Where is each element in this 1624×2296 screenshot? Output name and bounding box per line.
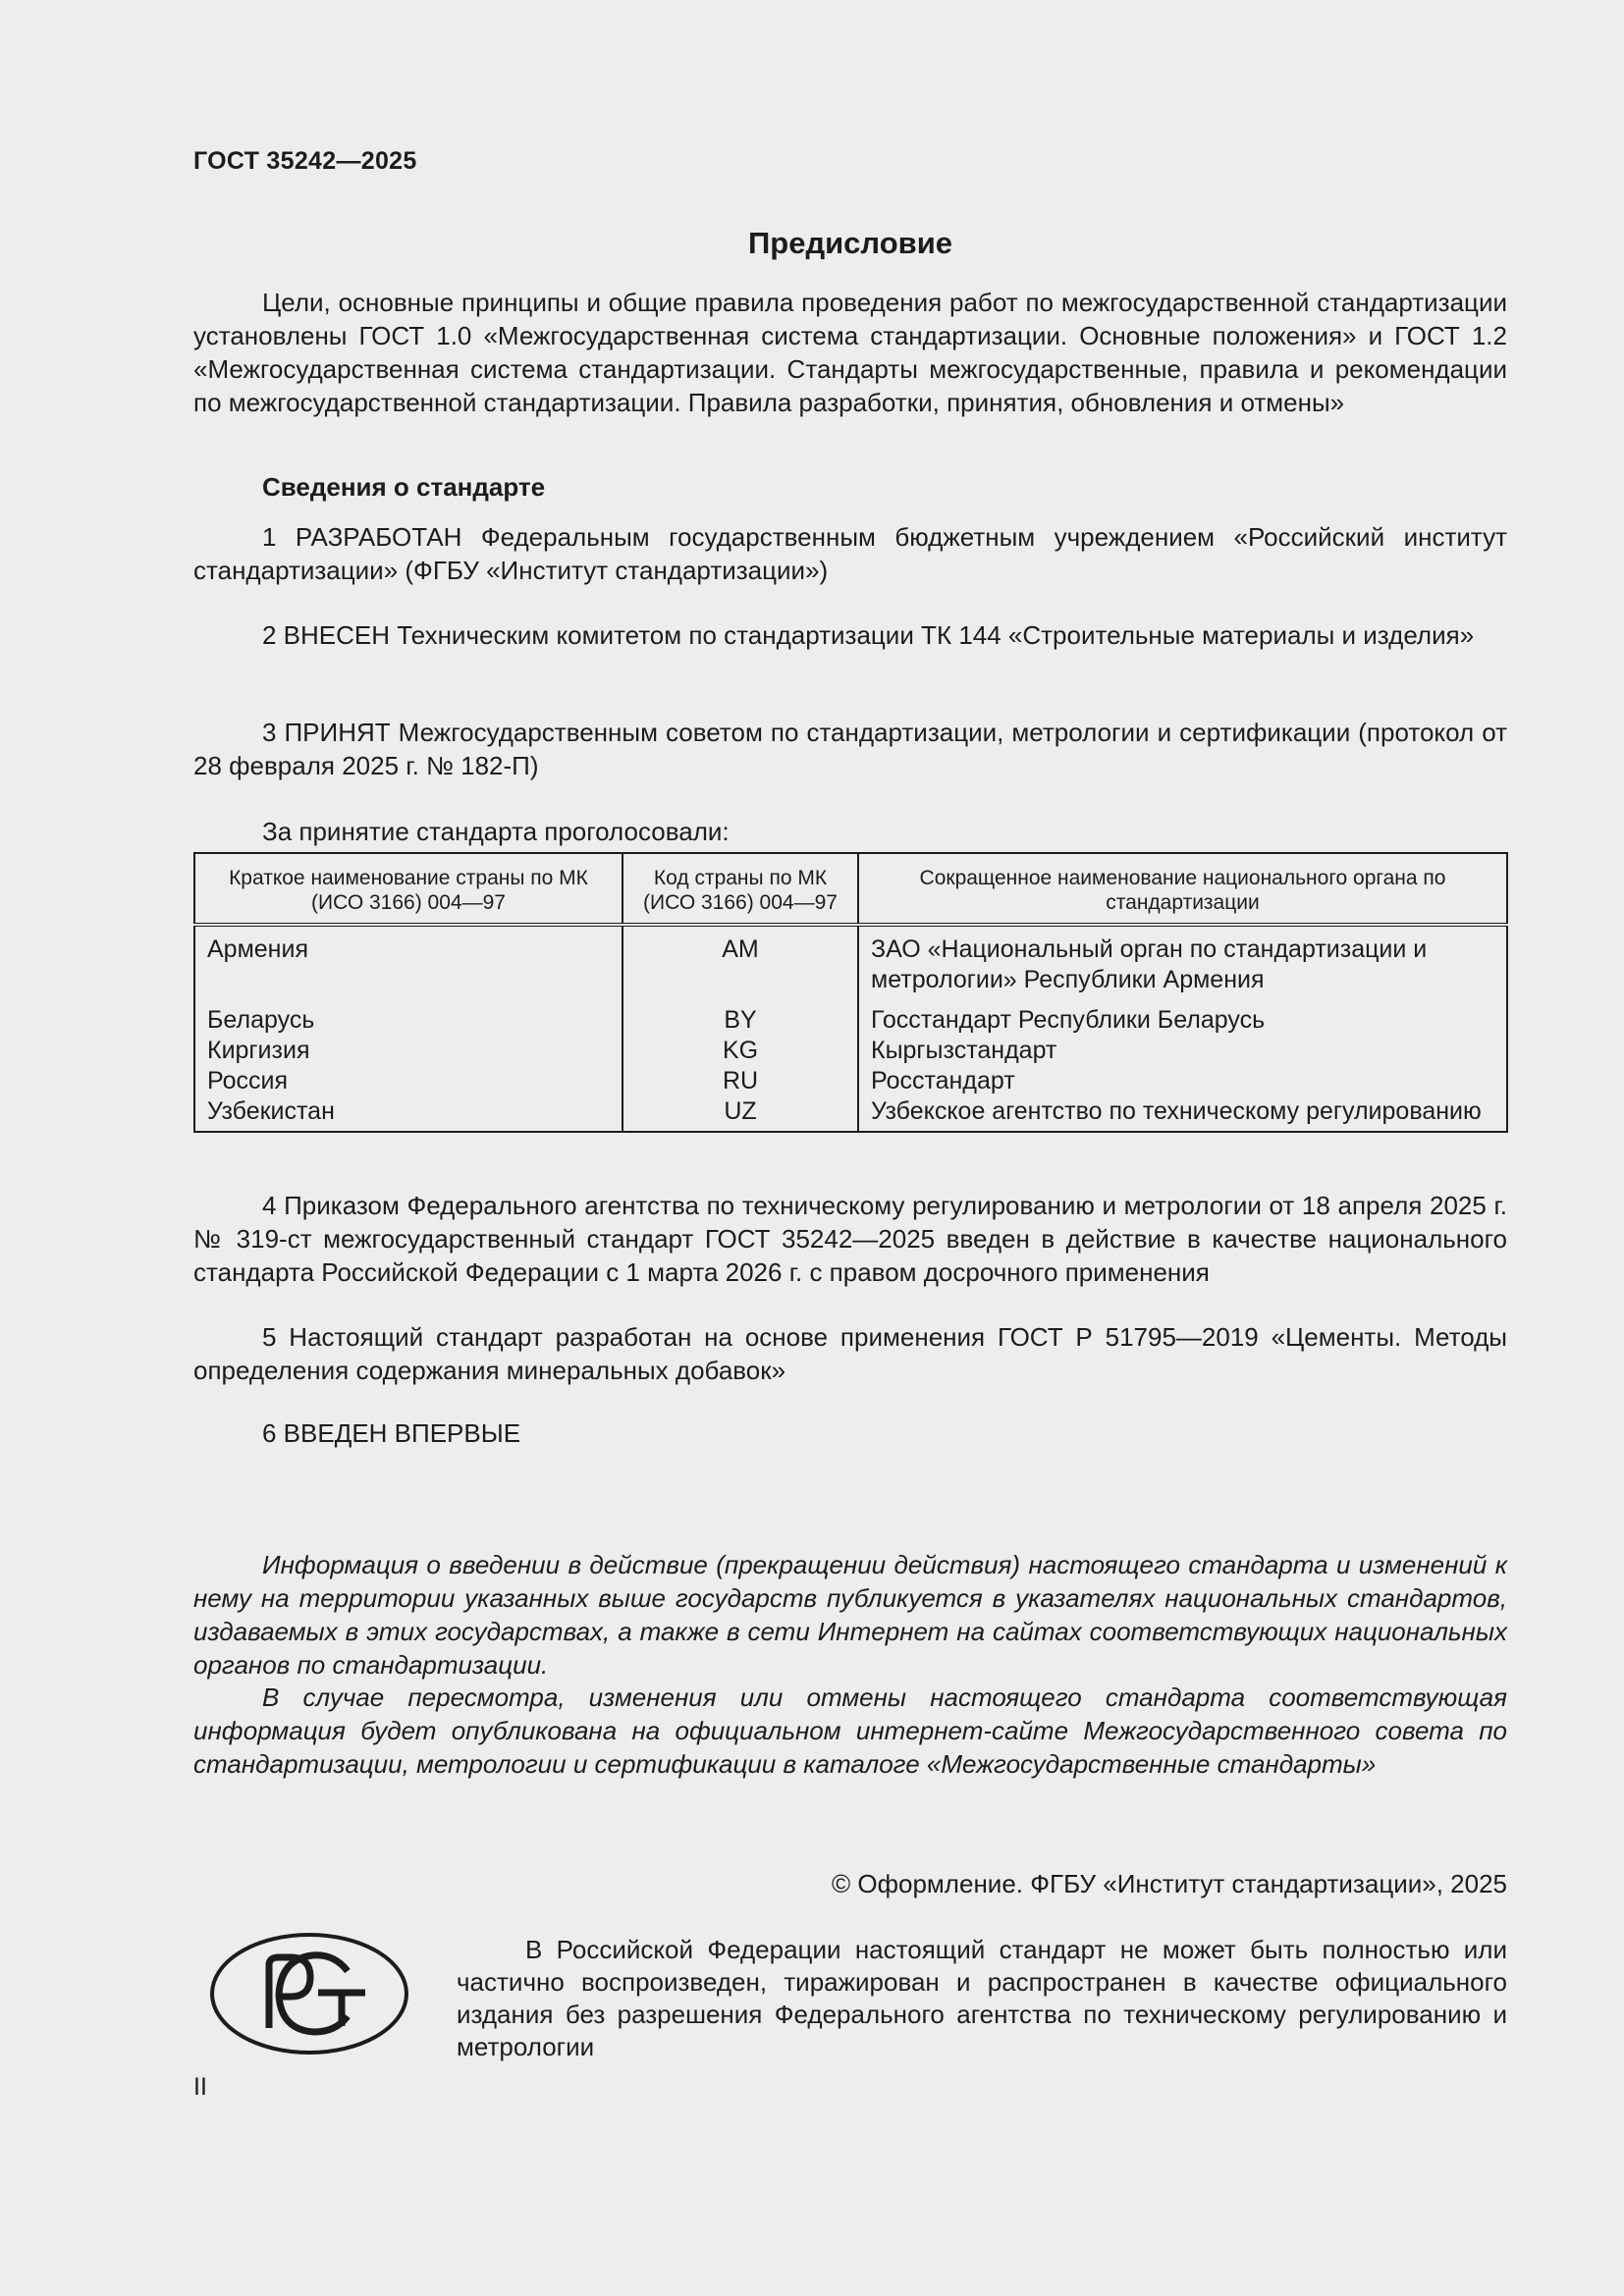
info-note-1: Информация о введении в действие (прекращении действия) настоящего стандарта и изменений к нему на территории указанных выше государств публикуется в указателях национальных стандартов, издаваемых в этих государствах, а также в сети Интернет на сайтах соответствующих национальных органов по стандартизации. [193,1550,1507,1680]
info-heading: Сведения о стандарте [262,472,546,502]
item-2-submitted: 2 ВНЕСЕН Техническим комитетом по стандартизации ТК 144 «Строительные материалы и изделия» [262,620,1475,650]
intro-paragraph: Цели, основные принципы и общие правила проведения работ по межгосударственной стандартизации установлены ГОСТ 1.0 «Межгосударственная система стандартизации. Основные положения» и ГОСТ 1.2 «Межгосударственная система стандартизации. Стандарты межгосударственные, правила и рекомендации по межгосударственной стандартизации. Правила разработки, принятия, обновления и отмены» [193,288,1507,417]
table-row [194,995,1507,1036]
info-note-2: В случае пересмотра, изменения или отмены настоящего стандарта соответствующая информация будет опубликована на официальном интернет-сайте Межгосударственного совета по стандартизации, метрологии и сертификации в каталоге «Межгосударственные стандарты» [193,1682,1507,1779]
cell-body: Госстандарт Республики Беларусь [858,995,1507,1036]
table-header-row [194,853,1507,925]
item-5-basis: 5 Настоящий стандарт разработан на основе применения ГОСТ Р 51795—2019 «Цементы. Методы определения содержания минеральных добавок» [193,1322,1507,1385]
table-row [194,1036,1507,1066]
cell-body: Росстандарт [858,1066,1507,1096]
column-header-code: Код страны по МК (ИСО 3166) 004—97 [623,853,858,925]
table-row [194,1066,1507,1096]
cell-body: ЗАО «Национальный орган по стандартизации и метрологии» Республики Армения [858,925,1507,995]
document-id-header: ГОСТ 35242—2025 [193,147,417,175]
cell-code: BY [623,995,858,1036]
cell-country: Киргизия [194,1036,623,1066]
cell-body: Кыргызстандарт [858,1036,1507,1066]
item-3-adopted: 3 ПРИНЯТ Межгосударственным советом по стандартизации, метрологии и сертификации (протокол от 28 февраля 2025 г. № 182-П) [193,718,1507,780]
cell-code: AM [623,925,858,995]
item-6-first-introduced: 6 ВВЕДЕН ВПЕРВЫЕ [262,1418,521,1448]
table-row [194,925,1507,995]
page-title: Предисловие [747,226,952,260]
vote-intro: За принятие стандарта проголосовали: [262,817,730,846]
item-4-order: 4 Приказом Федерального агентства по техническому регулированию и метрологии от 18 апреля 2025 г. № 319-ст межгосударственный стандарт ГОСТ 35242—2025 введен в действие в качестве национального стандарта Российской Федерации с 1 марта 2026 г. с правом досрочного применения [193,1191,1507,1287]
cell-country: Армения [194,925,623,995]
cell-code: UZ [623,1096,858,1132]
cell-country: Беларусь [194,995,623,1036]
item-1-developed: 1 РАЗРАБОТАН Федеральным государственным бюджетным учреждением «Российский институт стандартизации» (ФГБУ «Институт стандартизации») [193,522,1507,585]
cell-code: KG [623,1036,858,1066]
voting-table [193,852,1508,1133]
cell-code: RU [623,1066,858,1096]
column-header-body: Сокращенное наименование национального органа по стандартизации [858,853,1507,925]
cell-country: Узбекистан [194,1096,623,1132]
rst-certification-mark-icon [208,1930,410,2057]
table-row [194,1096,1507,1132]
cell-body: Узбекское агентство по техническому регулированию [858,1096,1507,1132]
column-header-country: Краткое наименование страны по МК (ИСО 3166) 004—97 [194,853,623,925]
copyright-line: © Оформление. ФГБУ «Институт стандартизации», 2025 [832,1869,1507,1898]
reproduction-notice: В Российской Федерации настоящий стандарт не может быть полностью или частично воспроизведен, тиражирован и распространен в качестве официального издания без разрешения Федерального агентства по техническому регулированию и метрологии [457,1935,1507,2061]
page-number: II [193,2073,207,2101]
cell-country: Россия [194,1066,623,1096]
